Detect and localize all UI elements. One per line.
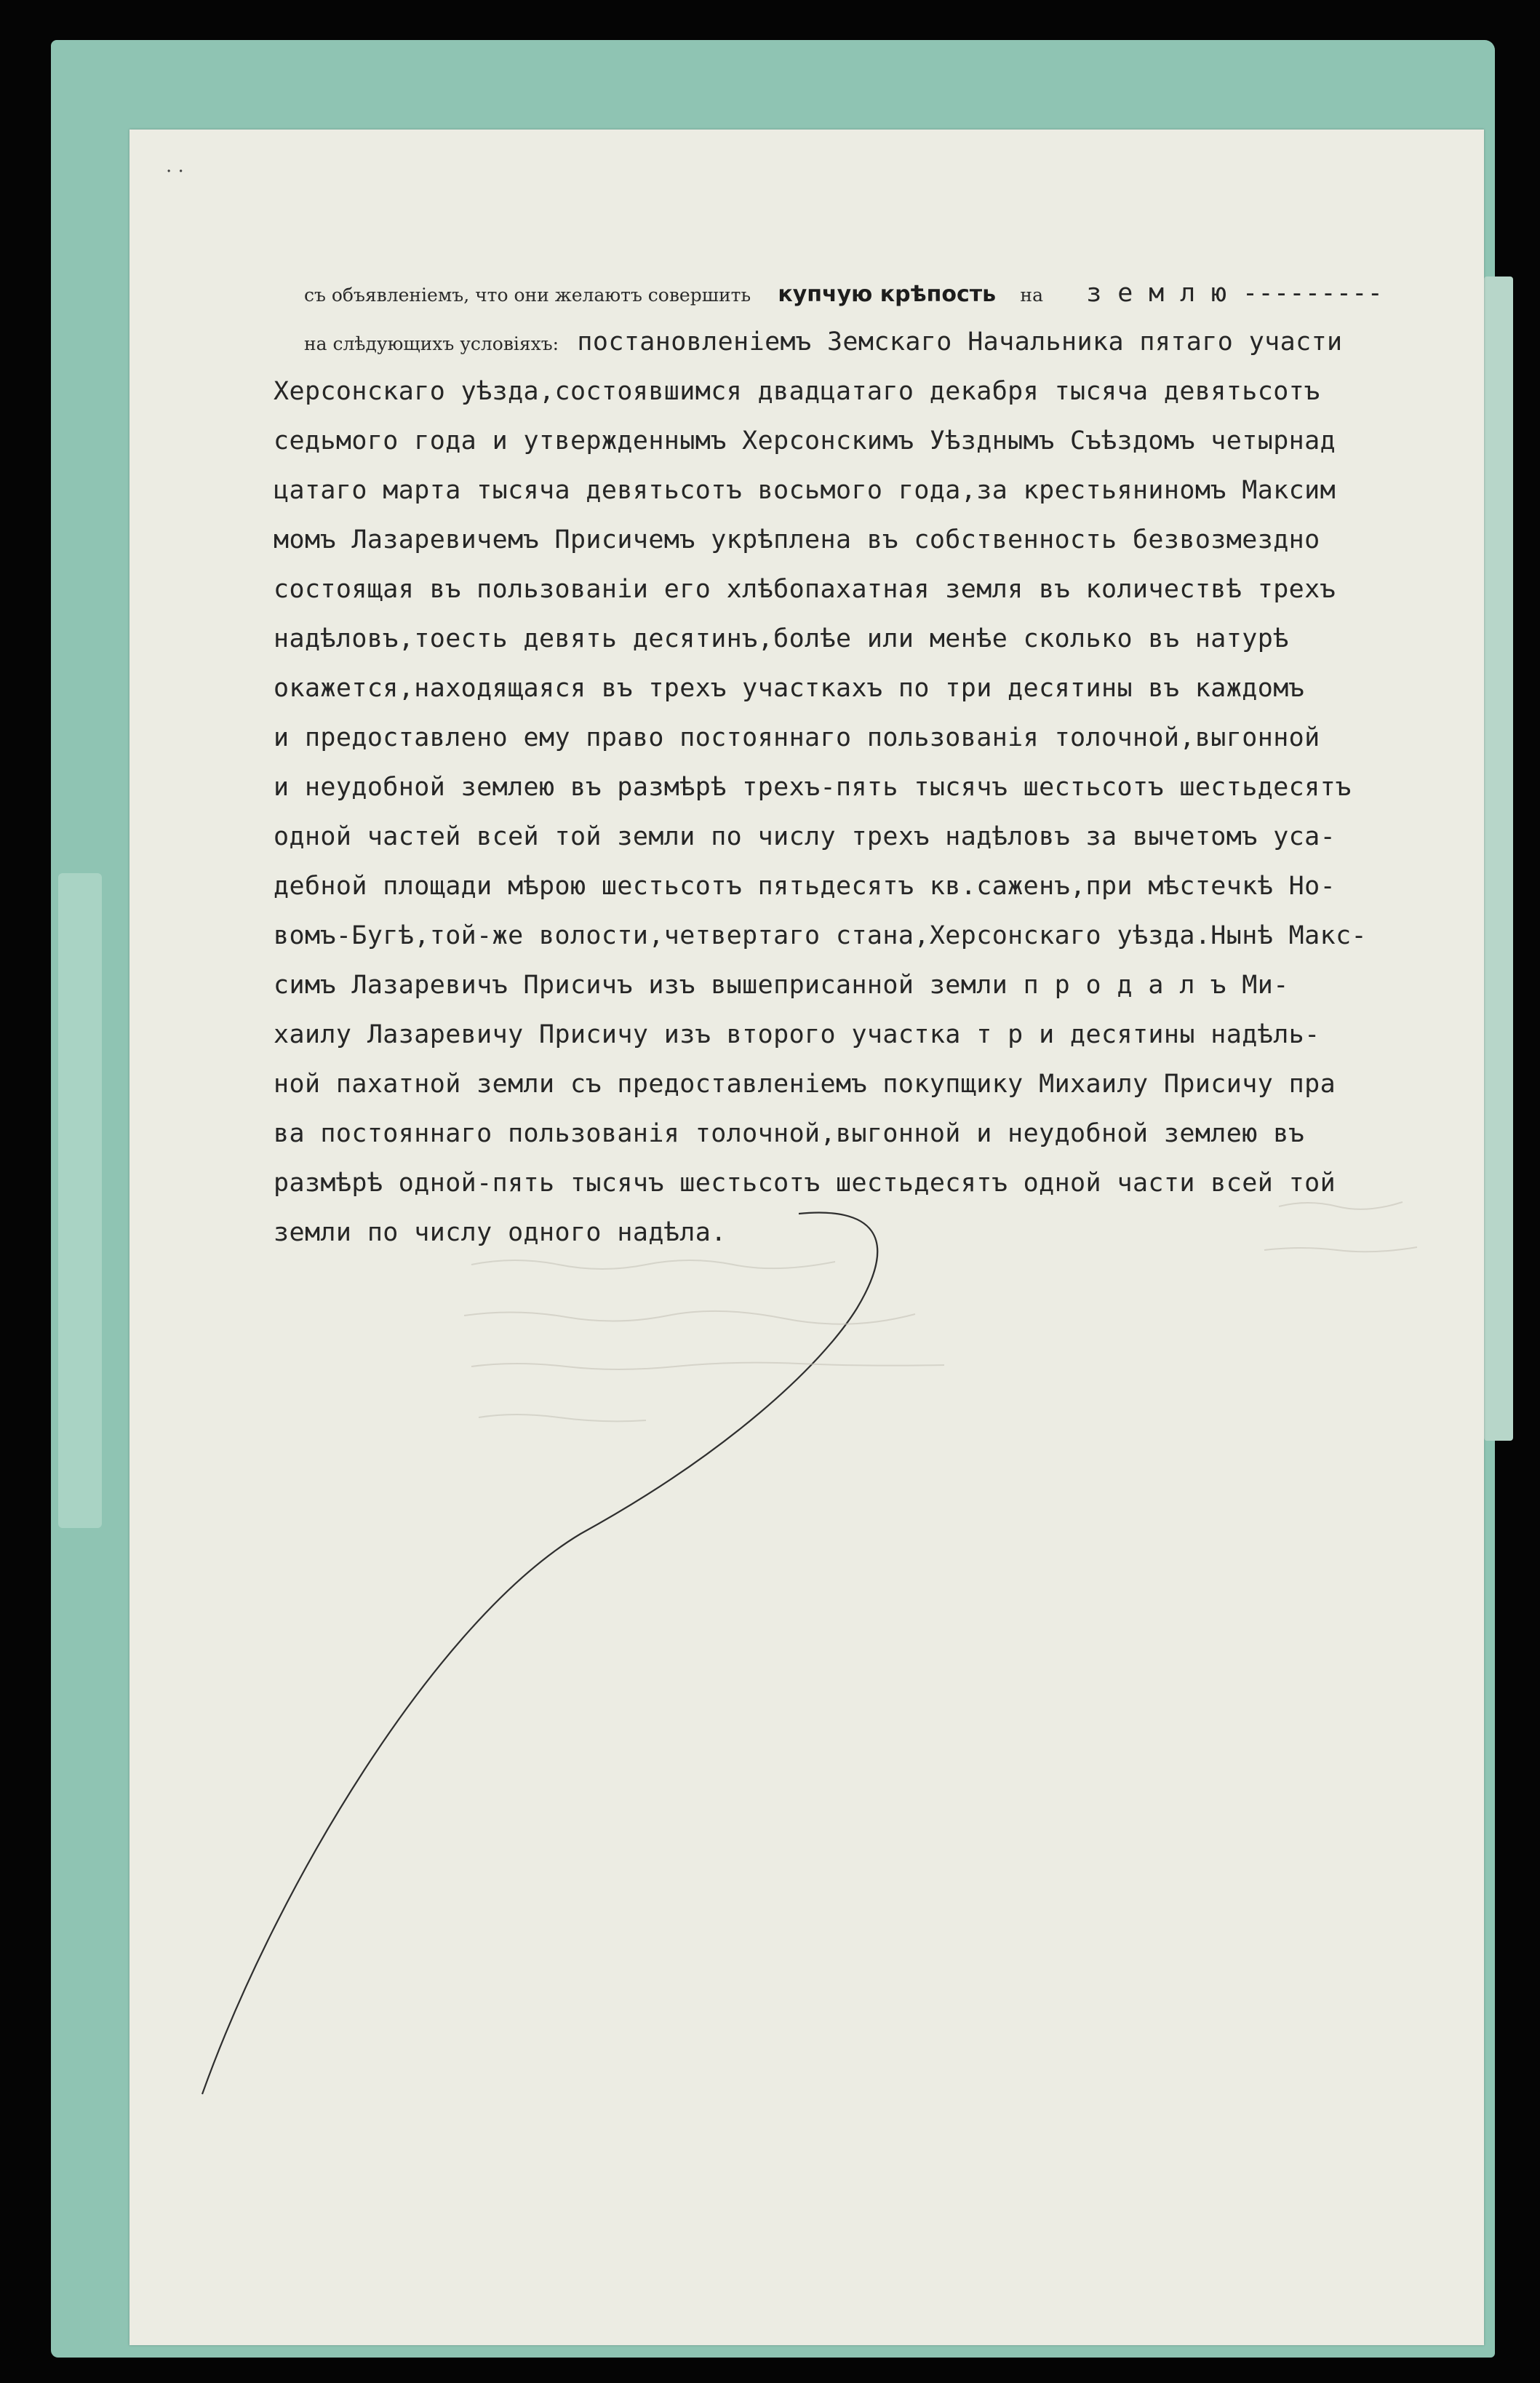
typed-line-11: дебной площади мѣрою шестьсотъ пятьдесятъ кв.саженъ,при мѣстечкѣ Но- (274, 872, 1336, 901)
typed-line-4: момъ Лазаревичемъ Присичемъ укрѣплена въ собственность безвозмездно (274, 525, 1320, 554)
typed-line-12: вомъ-Бугѣ,той-же волости,четвертаго стана,Херсонскаго уѣзда.Нынѣ Макс- (274, 921, 1368, 950)
header-dots: . . (166, 155, 184, 177)
typed-conditions-start: постановленіемъ Земскаго Начальника пятаго участи (577, 327, 1343, 357)
folder-edge-right (1484, 277, 1513, 1441)
typed-deed-object: з е м л ю --------- (1086, 279, 1384, 308)
printed-na: на (1020, 285, 1043, 306)
printed-conditions-label: на слѣдующихъ условіяхъ: (304, 333, 559, 354)
typed-line-18: земли по числу одного надѣла. (274, 1218, 727, 1247)
typed-line-15: ной пахатной земли съ предоставленіемъ покупщику Михаилу Присичу пра (274, 1070, 1336, 1099)
typed-line-13: симъ Лазаревичъ Присичъ изъ вышеприсанной земли п р о д а л ъ Ми- (274, 971, 1289, 1000)
typed-line-5: состоящая въ пользованіи его хлѣбопахатная земля въ количествѣ трехъ (274, 575, 1336, 604)
bold-deed-type: купчую крѣпость (778, 282, 997, 307)
typed-line-7: окажется,находящаяся въ трехъ участкахъ по три десятины въ каждомъ (274, 674, 1305, 703)
typed-line-3: цатаго марта тысяча девятьсотъ восьмого года,за крестьяниномъ Максим (274, 476, 1336, 505)
typed-line-6: надѣловъ,тоесть девять десятинъ,болѣе или менѣе сколько въ натурѣ (274, 624, 1289, 653)
folder-edge-left (58, 873, 102, 1528)
document-page (129, 130, 1484, 2345)
typed-line-17: размѣрѣ одной-пять тысячъ шестьсотъ шестьдесятъ одной части всей той (274, 1169, 1336, 1198)
typed-line-16: ва постояннаго пользованія толочной,выгонной и неудобной землею въ (274, 1119, 1305, 1148)
typed-line-9: и неудобной землею въ размѣрѣ трехъ-пять тысячъ шестьсотъ шестьдесятъ (274, 773, 1352, 802)
typed-line-14: хаилу Лазаревичу Присичу изъ второго участка т р и десятины надѣль- (274, 1020, 1320, 1049)
typed-line-8: и предоставлено ему право постояннаго пользованія толочной,выгонной (274, 723, 1320, 752)
typed-line-2: седьмого года и утвержденнымъ Херсонскимъ Уѣзднымъ Съѣздомъ четырнад (274, 426, 1336, 455)
typed-line-1: Херсонскаго уѣзда,состоявшимся двадцатаго декабря тысяча девятьсотъ (274, 377, 1320, 406)
bleed-through-marks (129, 130, 1484, 2345)
printed-announcement: съ объявленіемъ, что они желаютъ совершить (304, 285, 751, 306)
typed-line-10: одной частей всей той земли по числу трехъ надѣловъ за вычетомъ уса- (274, 822, 1336, 851)
